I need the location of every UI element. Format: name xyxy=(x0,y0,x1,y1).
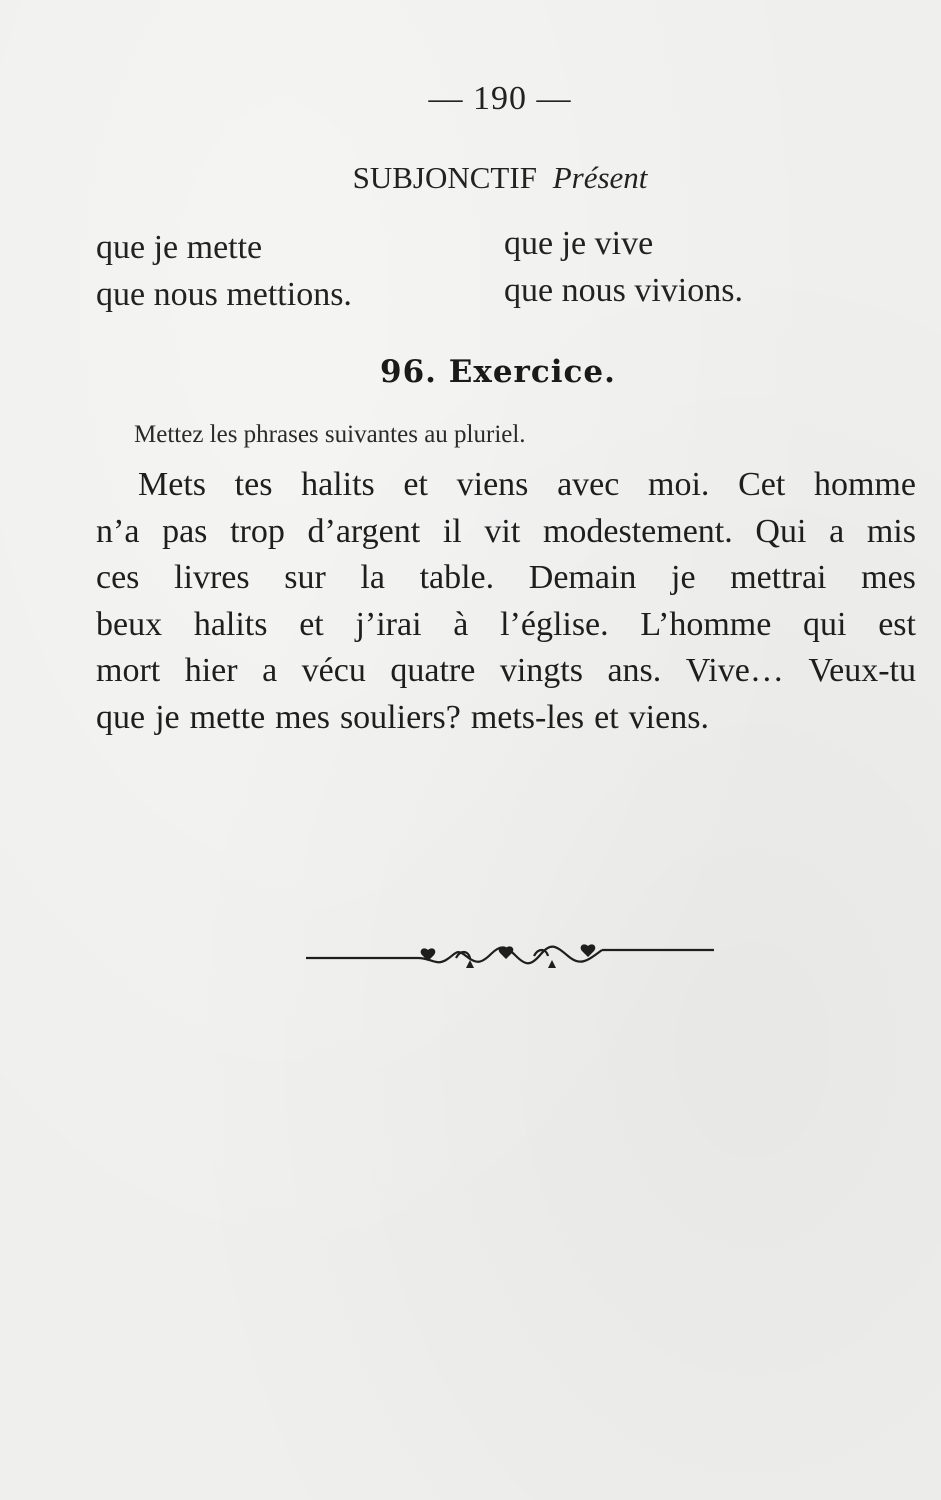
word: mette xyxy=(189,698,266,736)
word: viens xyxy=(456,466,529,503)
conjugation-column-vivre xyxy=(504,220,743,314)
word: pas xyxy=(162,512,208,550)
conjugation-column-mettre xyxy=(96,224,352,318)
word: quatre xyxy=(390,652,476,689)
section-title xyxy=(0,160,941,196)
word: tes xyxy=(234,466,273,503)
conjugation-line: que nous vivions. xyxy=(504,272,743,309)
word: a xyxy=(829,512,845,550)
word: il xyxy=(442,512,462,550)
word: et xyxy=(594,698,619,736)
word: et xyxy=(299,605,324,643)
word: l’église. xyxy=(500,605,609,643)
word: vit xyxy=(484,512,521,550)
word: et xyxy=(403,466,428,503)
word: Qui xyxy=(755,512,807,550)
word: livres xyxy=(174,559,250,596)
word: Vive… xyxy=(685,652,784,689)
tense-label: Présent xyxy=(552,160,648,195)
word: modestement. xyxy=(542,512,733,550)
word: je xyxy=(671,559,696,596)
word: hier xyxy=(184,652,238,689)
word: viens. xyxy=(628,698,709,736)
exercise-instruction: Mettez les phrases suivantes au pluriel. xyxy=(134,421,526,448)
word: moi. xyxy=(648,466,710,503)
text-line xyxy=(96,509,916,556)
word: Cet xyxy=(738,466,786,503)
word: je xyxy=(155,698,180,736)
word: sur xyxy=(284,559,326,596)
word: halits xyxy=(301,466,375,503)
word: mort xyxy=(96,652,161,689)
text-line xyxy=(96,555,916,602)
conjugation-line: que nous mettions. xyxy=(96,276,352,313)
text-line xyxy=(96,648,916,695)
word: vingts xyxy=(499,652,583,689)
word: halits xyxy=(193,605,268,643)
word: qui xyxy=(803,605,847,643)
word: d’argent xyxy=(307,512,421,550)
mood-label: SUBJONCTIF xyxy=(352,160,537,195)
word: trop xyxy=(230,512,285,550)
vine-ornament-icon xyxy=(306,936,714,976)
word: Demain xyxy=(528,559,637,596)
word: souliers? xyxy=(339,698,461,736)
word: est xyxy=(878,605,916,643)
conjugation-line: que je mette xyxy=(96,229,263,266)
word: j’irai xyxy=(355,605,422,643)
page-number: — 190 — xyxy=(428,80,572,117)
word: a xyxy=(262,652,278,689)
word: mes xyxy=(275,698,330,736)
word: mettrai xyxy=(730,559,827,596)
word: vécu xyxy=(301,652,366,689)
word: la xyxy=(360,559,385,596)
text-line xyxy=(96,695,916,742)
word: table. xyxy=(419,559,495,596)
word: L’homme xyxy=(640,605,772,643)
word: mis xyxy=(866,512,916,550)
exercise-heading: 96. Exercice. xyxy=(380,354,616,390)
word: ces xyxy=(96,559,140,596)
word: Veux-tu xyxy=(808,652,916,689)
word: beux xyxy=(96,605,163,643)
text-line xyxy=(96,602,916,649)
word: ans. xyxy=(607,652,662,689)
word: Mets xyxy=(138,466,206,503)
word: mets-les xyxy=(470,698,585,736)
exercise-text xyxy=(96,462,916,741)
word: à xyxy=(453,605,469,643)
word: homme xyxy=(813,466,916,503)
word: mes xyxy=(861,559,916,596)
word: avec xyxy=(557,466,620,503)
conjugation-line: que je vive xyxy=(504,225,654,262)
word: que xyxy=(96,698,146,736)
text-line xyxy=(96,462,916,509)
word: n’a xyxy=(96,512,140,550)
